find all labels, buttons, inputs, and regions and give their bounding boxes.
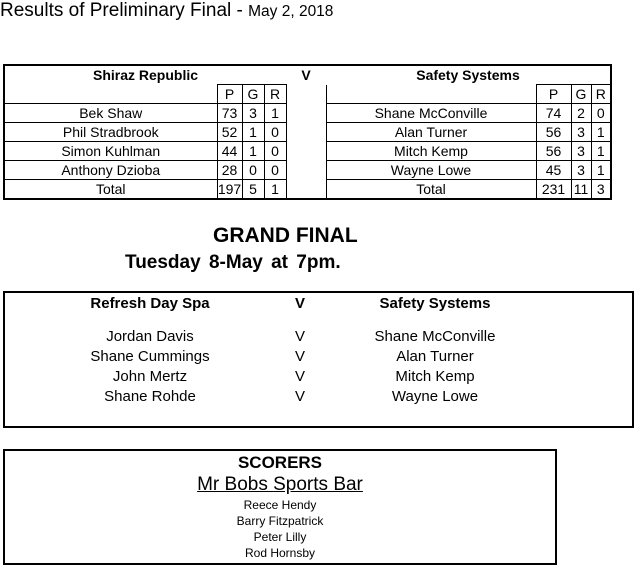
list-item: Peter Lilly xyxy=(253,530,307,544)
page-title-date: May 2, 2018 xyxy=(248,3,334,20)
total-label: Total xyxy=(326,180,536,200)
scorers-venue: Mr Bobs Sports Bar xyxy=(197,474,363,495)
score-p: 28 xyxy=(217,161,242,180)
table-row xyxy=(4,142,611,161)
col-header-r: R xyxy=(264,85,286,104)
table-row xyxy=(4,104,611,123)
score-p: 45 xyxy=(536,161,571,180)
total-r: 1 xyxy=(264,180,286,200)
score-g: 3 xyxy=(242,104,264,123)
col-header-g: G xyxy=(242,85,264,104)
results-team-left: Shiraz Republic xyxy=(4,65,286,85)
scorers-box xyxy=(3,449,557,565)
score-g: 3 xyxy=(571,142,591,161)
results-table xyxy=(3,64,612,200)
player-name: Bek Shaw xyxy=(4,104,217,123)
score-p: 56 xyxy=(536,123,571,142)
score-g: 2 xyxy=(571,104,591,123)
page-title-main: Results of Preliminary Final - xyxy=(0,0,249,21)
grand-final-time: at 7pm. xyxy=(271,252,341,273)
player-name: Alan Turner xyxy=(326,123,536,142)
score-p: 73 xyxy=(217,104,242,123)
draw-right-players xyxy=(335,327,535,407)
draw-team-left: Refresh Day Spa xyxy=(90,295,210,312)
total-g: 5 xyxy=(242,180,264,200)
score-r: 1 xyxy=(591,142,611,161)
score-g: 3 xyxy=(571,123,591,142)
score-g: 1 xyxy=(242,142,264,161)
table-row xyxy=(4,123,611,142)
results-vs: V xyxy=(286,65,326,85)
score-r: 1 xyxy=(264,104,286,123)
score-r: 0 xyxy=(264,123,286,142)
draw-vs: V xyxy=(294,295,305,312)
player-name: Mitch Kemp xyxy=(326,142,536,161)
page-title xyxy=(0,0,643,22)
vs-label: V xyxy=(294,328,305,345)
totals-row xyxy=(4,180,611,200)
vs-label: V xyxy=(294,348,305,365)
list-item: Wayne Lowe xyxy=(391,388,479,405)
player-name: Shane McConville xyxy=(326,104,536,123)
table-row xyxy=(4,161,611,180)
score-g: 3 xyxy=(571,161,591,180)
list-item: John Mertz xyxy=(112,368,188,385)
player-name: Anthony Dzioba xyxy=(4,161,217,180)
grand-final-heading: GRAND FINAL xyxy=(213,224,358,247)
grand-final-schedule xyxy=(125,252,341,274)
player-name: Wayne Lowe xyxy=(326,161,536,180)
list-item: Shane McConville xyxy=(374,328,496,345)
list-item: Jordan Davis xyxy=(106,328,194,345)
score-p: 56 xyxy=(536,142,571,161)
score-r: 1 xyxy=(591,123,611,142)
vs-label: V xyxy=(294,368,305,385)
list-item: Shane Cummings xyxy=(90,348,210,365)
score-p: 74 xyxy=(536,104,571,123)
list-item: Shane Rohde xyxy=(104,388,196,405)
grand-final-date: 8-May xyxy=(208,252,263,273)
score-r: 0 xyxy=(591,104,611,123)
list-item: Reece Hendy xyxy=(243,498,317,512)
results-team-header-row xyxy=(4,65,611,85)
col-header-p: P xyxy=(536,85,571,104)
score-p: 44 xyxy=(217,142,242,161)
list-item: Rod Hornsby xyxy=(244,546,316,560)
score-g: 0 xyxy=(242,161,264,180)
results-col-header-row xyxy=(4,85,611,104)
col-header-r: R xyxy=(591,85,611,104)
list-item: Alan Turner xyxy=(396,348,474,365)
score-r: 1 xyxy=(591,161,611,180)
draw-team-right: Safety Systems xyxy=(379,295,491,312)
total-g: 11 xyxy=(571,180,591,200)
total-p: 197 xyxy=(217,180,242,200)
grand-final-draw xyxy=(3,291,634,428)
draw-left-players xyxy=(5,327,295,407)
player-name: Phil Stradbrook xyxy=(4,123,217,142)
score-r: 0 xyxy=(264,161,286,180)
total-p: 231 xyxy=(536,180,571,200)
results-team-right: Safety Systems xyxy=(326,65,611,85)
scorers-list xyxy=(5,497,555,561)
col-header-g: G xyxy=(571,85,591,104)
score-r: 0 xyxy=(264,142,286,161)
scorers-heading: SCORERS xyxy=(237,453,323,472)
score-g: 1 xyxy=(242,123,264,142)
total-label: Total xyxy=(4,180,217,200)
list-item: Mitch Kemp xyxy=(395,368,475,385)
vs-label: V xyxy=(294,388,305,405)
grand-final-day: Tuesday xyxy=(125,252,201,273)
score-p: 52 xyxy=(217,123,242,142)
draw-vs-column xyxy=(285,327,315,407)
col-header-p: P xyxy=(217,85,242,104)
total-r: 3 xyxy=(591,180,611,200)
list-item: Barry Fitzpatrick xyxy=(236,514,324,528)
player-name: Simon Kuhlman xyxy=(4,142,217,161)
